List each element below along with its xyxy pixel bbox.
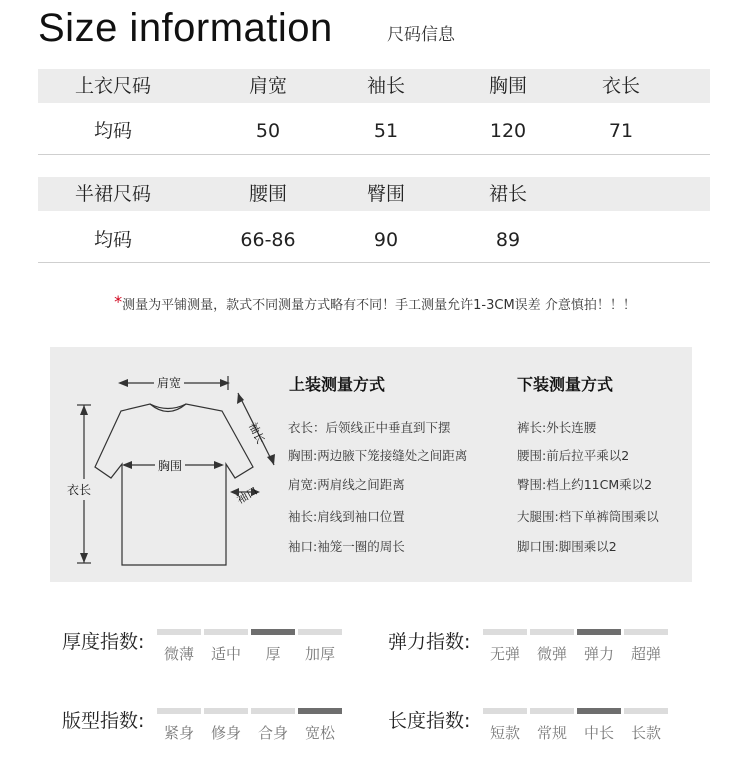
top-method-line: 胸围:两边腋下笼接缝处之间距离 xyxy=(288,448,468,463)
page-title: Size information xyxy=(38,6,333,50)
fit-segment-active xyxy=(298,708,342,714)
bottom-method-line: 大腿围:档下单裤筒围乘以 xyxy=(517,509,659,524)
bottom-method-line: 腰围:前后拉平乘以2 xyxy=(517,448,630,463)
asterisk-icon: * xyxy=(114,292,123,311)
fit-segment xyxy=(251,708,295,714)
sleeve-label: 袖长 xyxy=(245,420,268,446)
value-chest: 120 xyxy=(489,120,527,142)
fit-segment xyxy=(204,708,248,714)
bottom-method-line: 脚口围:脚围乘以2 xyxy=(517,539,617,554)
fit-option: 宽松 xyxy=(304,724,335,742)
elasticity-index-label: 弹力指数: xyxy=(388,631,471,653)
header-chest: 胸围 xyxy=(488,75,527,97)
chest-label: 胸围 xyxy=(155,457,185,474)
divider xyxy=(38,154,710,155)
header-skirt-size: 半裙尺码 xyxy=(74,183,151,205)
elasticity-option: 超弹 xyxy=(630,645,661,663)
note-text: 测量为平铺测量，款式不同测量方式略有不同！手工测量允许1-3CM误差 介意慎拍！！！ xyxy=(122,298,636,313)
value-skirt-length: 89 xyxy=(495,229,521,251)
top-method-line: 袖口:袖笼一圈的周长 xyxy=(288,539,405,554)
header-top-size: 上衣尺码 xyxy=(74,75,151,97)
top-method-title: 上装测量方式 xyxy=(289,375,386,394)
thickness-option: 适中 xyxy=(210,645,241,663)
length-option: 常规 xyxy=(536,724,567,742)
value-shoulder: 50 xyxy=(255,120,281,142)
bottom-method-title: 下装测量方式 xyxy=(517,375,614,394)
length-label: 衣长 xyxy=(67,479,91,500)
skirt-size-value-row xyxy=(38,223,710,257)
thickness-segment-active xyxy=(251,629,295,635)
thickness-segment xyxy=(204,629,248,635)
top-method-line: 袖长:肩线到袖口位置 xyxy=(288,509,405,524)
fit-index-label: 版型指数: xyxy=(62,710,145,732)
shoulder-label: 肩宽 xyxy=(154,374,184,391)
top-method-line: 衣长：后领线正中垂直到下摆 xyxy=(288,420,451,435)
length-index-label: 长度指数: xyxy=(388,710,471,732)
length-segment-active xyxy=(577,708,621,714)
thickness-option: 微薄 xyxy=(163,645,194,663)
header-waist: 腰围 xyxy=(248,183,287,205)
tshirt-outline xyxy=(95,404,253,565)
thickness-index-label: 厚度指数: xyxy=(62,631,145,653)
length-option: 短款 xyxy=(489,724,520,742)
value-one-size: 均码 xyxy=(93,120,132,142)
length-segment xyxy=(624,708,668,714)
skirt-size-table xyxy=(38,177,710,263)
thickness-segment xyxy=(157,629,201,635)
cuff-label: 袖口 xyxy=(234,484,261,507)
fit-option: 紧身 xyxy=(163,724,194,742)
value-one-size: 均码 xyxy=(93,229,132,251)
elasticity-option: 无弹 xyxy=(489,645,520,663)
top-method-line: 肩宽:两肩线之间距离 xyxy=(288,477,405,492)
thickness-segment xyxy=(298,629,342,635)
thickness-option: 加厚 xyxy=(304,645,335,663)
header-hip: 臀围 xyxy=(366,183,405,205)
length-segment xyxy=(483,708,527,714)
top-size-header-row xyxy=(38,69,710,103)
value-hip: 90 xyxy=(373,229,399,251)
elasticity-segment-active xyxy=(577,629,621,635)
value-waist: 66-86 xyxy=(240,229,296,251)
fit-segment xyxy=(157,708,201,714)
header-length: 衣长 xyxy=(601,75,640,97)
length-segment xyxy=(530,708,574,714)
length-option: 中长 xyxy=(583,724,614,742)
page-subtitle: 尺码信息 xyxy=(387,25,455,45)
measurement-panel xyxy=(50,347,692,582)
header-skirt-length: 裙长 xyxy=(488,183,527,205)
value-length: 71 xyxy=(608,120,634,142)
bottom-method-line: 裤长:外长连腰 xyxy=(517,420,597,435)
top-size-value-row xyxy=(38,114,710,148)
bottom-method-line: 臀围:档上约11CM乘以2 xyxy=(517,477,653,492)
fit-option: 合身 xyxy=(257,724,288,742)
elasticity-option: 微弹 xyxy=(536,645,567,663)
fit-option: 修身 xyxy=(210,724,241,742)
skirt-size-header-row xyxy=(38,177,710,211)
elasticity-segment xyxy=(530,629,574,635)
length-option: 长款 xyxy=(630,724,661,742)
elasticity-segment xyxy=(624,629,668,635)
elasticity-segment xyxy=(483,629,527,635)
divider xyxy=(38,262,710,263)
thickness-option: 厚 xyxy=(265,645,281,663)
header-sleeve: 袖长 xyxy=(366,75,405,97)
measurement-note xyxy=(0,292,750,313)
top-size-table xyxy=(38,69,710,155)
value-sleeve: 51 xyxy=(373,120,399,142)
elasticity-option: 弹力 xyxy=(583,645,614,663)
header-shoulder: 肩宽 xyxy=(248,75,287,97)
